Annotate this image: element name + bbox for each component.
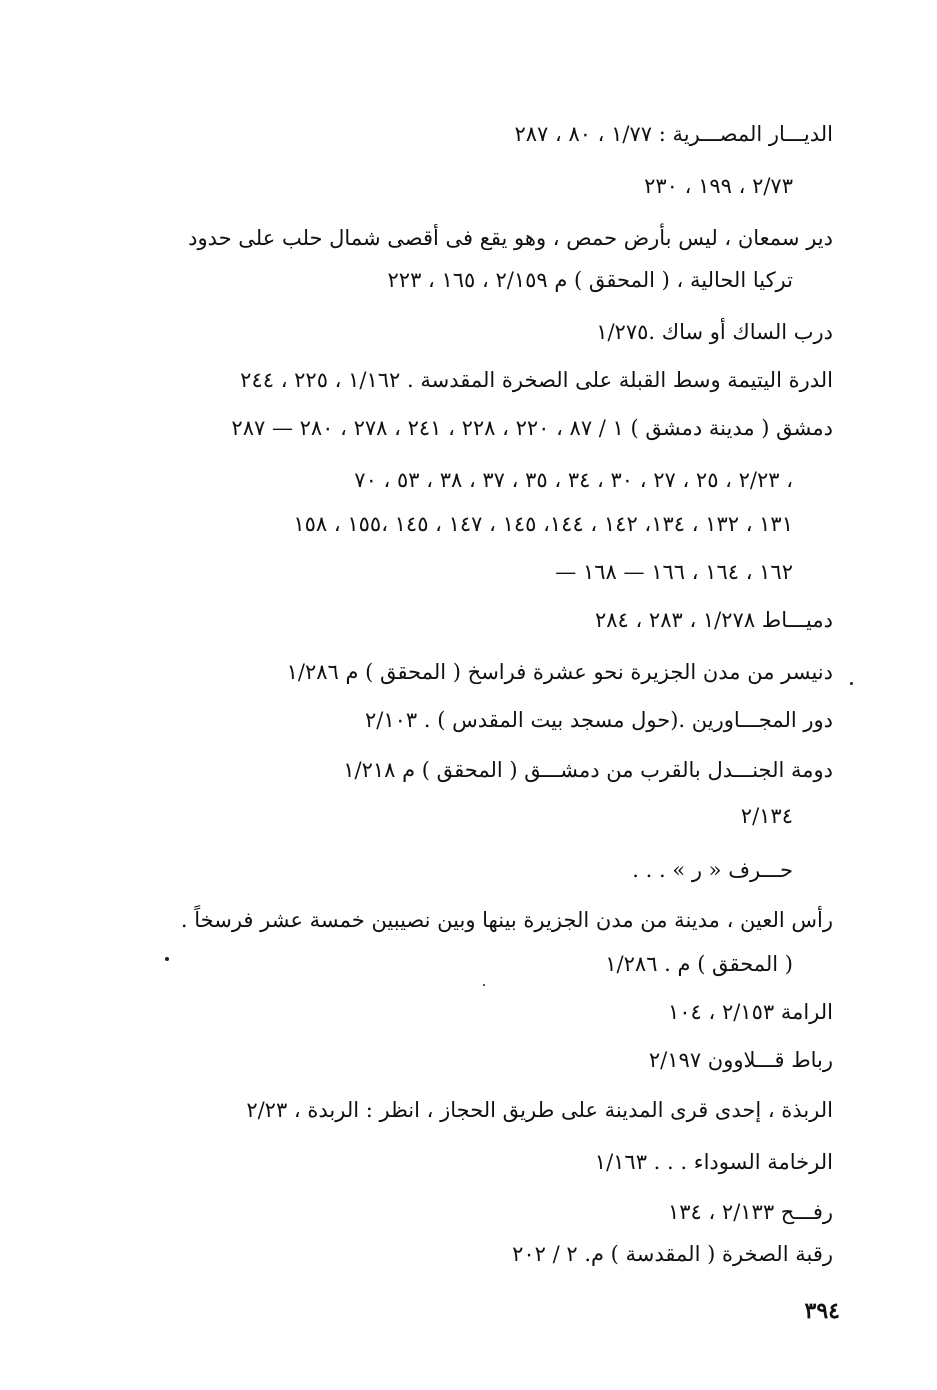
entry-line-7: دمشق ( مدينة دمشق ) ١ / ٨٧ ، ٢٢٠ ، ٢٢٨ ، ٢٤١ ، ٢٧٨ ، ٢٨٠ — ٢٨٧ [231, 416, 833, 440]
entry-line-8: ٢/٢٣ ، ٢٥ ، ٢٧ ، ٣٠ ، ٣٤ ، ٣٥ ، ٣٧ ، ٣٨ ، ٥٣ ، ٧٠ ، [354, 468, 793, 492]
entry-line-11: دميـــاط ١/٢٧٨ ، ٢٨٣ ، ٢٨٤ [594, 608, 833, 632]
entry-line-13: دور المجـــاورين .(حول مسجد بيت المقدس ) . ٢/١٠٣ [365, 708, 833, 732]
entry-line-12: دنيسر من مدن الجزيرة نحو عشرة فراسخ ( المحقق ) م ١/٢٨٦ [286, 660, 833, 684]
entry-line-5: درب الساك أو ساك .١/٢٧٥ [596, 320, 833, 344]
entry-line-22: رفـــح ٢/١٣٣ ، ١٣٤ [667, 1200, 833, 1224]
entry-line-2: ٢/٧٣ ، ١٩٩ ، ٢٣٠ [644, 174, 793, 198]
entry-line-21: الرخامة السوداء . . . ١/١٦٣ [594, 1150, 833, 1174]
entry-line-9: ١٣١ ، ١٣٢ ، ١٣٤، ١٤٢ ، ١٤٤، ١٤٥ ، ١٤٧ ، ١٤٥ ،١٥٥ ، ١٥٨ [293, 512, 793, 536]
entry-line-15: ٢/١٣٤ [740, 804, 793, 828]
entry-line-4: تركيا الحالية ، ( المحقق ) م ٢/١٥٩ ، ١٦٥ ، ٢٢٣ [387, 268, 793, 292]
entry-line-23: رقبة الصخرة ( المقدسة ) م. ٢ / ٢٠٢ [512, 1242, 833, 1266]
entry-line-18: الرامة ٢/١٥٣ ، ١٠٤ [667, 1000, 833, 1024]
section-heading-ra: حـــرف « ر » . . . [632, 858, 793, 882]
entry-line-17: ( المحقق ) م . ١/٢٨٦ [605, 952, 793, 976]
entry-line-14: دومة الجنـــدل بالقرب من دمشـــق ( المحقق ) م ١/٢١٨ [343, 758, 833, 782]
ink-speck [483, 984, 485, 986]
entry-line-16: رأس العين ، مدينة من مدن الجزيرة بينها وبين نصيبين خمسة عشر فرسخاً . [180, 908, 833, 932]
entry-line-10: — ١٦٢ ، ١٦٤ ، ١٦٦ — ١٦٨ [555, 560, 793, 584]
entry-line-19: رباط قـــلاوون ٢/١٩٧ [648, 1048, 833, 1072]
entry-line-20: الربذة ، إحدى قرى المدينة على طريق الحجاز ، انظر : الربدة ، ٢/٢٣ [246, 1098, 833, 1122]
ink-speck [165, 957, 169, 961]
ink-speck [850, 682, 853, 685]
entry-line-3: دير سمعان ، ليس بأرض حمص ، وهو يقع فى أقصى شمال حلب على حدود [188, 226, 833, 250]
entry-line-1: الديـــار المصـــرية : ١/٧٧ ، ٨٠ ، ٢٨٧ [514, 122, 833, 146]
page-number: ٣٩٤ [804, 1298, 840, 1324]
entry-line-6: الدرة اليتيمة وسط القبلة على الصخرة المقدسة . ١/١٦٢ ، ٢٢٥ ، ٢٤٤ [240, 368, 833, 392]
